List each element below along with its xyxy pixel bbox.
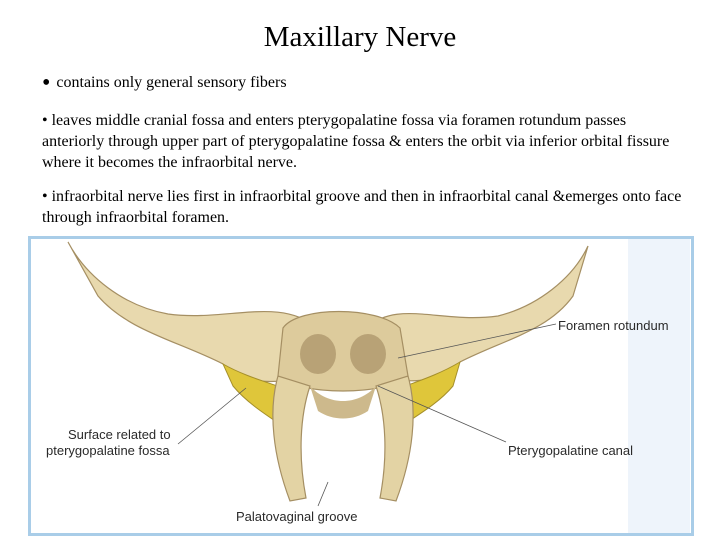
label-palatovaginal-groove: Palatovaginal groove	[236, 509, 358, 524]
sphenoid-bone-figure	[28, 236, 694, 536]
bullet-marker: •	[42, 70, 51, 96]
label-surface-line1: Surface related to	[68, 427, 171, 442]
slide-title: Maxillary Nerve	[263, 21, 457, 53]
figure-side-shade	[628, 239, 690, 533]
sphenoid-body	[278, 312, 408, 392]
label-surface-line2: pterygopalatine fossa	[46, 443, 170, 458]
sphenoid-illustration	[28, 236, 694, 536]
bullet-text: contains only general sensory fibers	[56, 74, 287, 91]
right-sinus-opening	[350, 334, 386, 374]
bullet-infraorbital: • infraorbital nerve lies first in infraorbital groove and then in infraorbital canal &emerges onto face through infraorbital foramen.	[42, 188, 682, 226]
bullet-sensory-fibers	[42, 72, 682, 94]
bullet-course: • leaves middle cranial fossa and enters pterygopalatine fossa via foramen rotundum passes anteriorly through upper part of pterygopalatine fossa & enters the orbit via inferior orbital fissure where it becomes the infraorbital nerve.	[42, 112, 670, 171]
label-pterygopalatine-canal: Pterygopalatine canal	[508, 443, 634, 458]
left-sinus-opening	[300, 334, 336, 374]
label-foramen-rotundum: Foramen rotundum	[558, 318, 669, 333]
